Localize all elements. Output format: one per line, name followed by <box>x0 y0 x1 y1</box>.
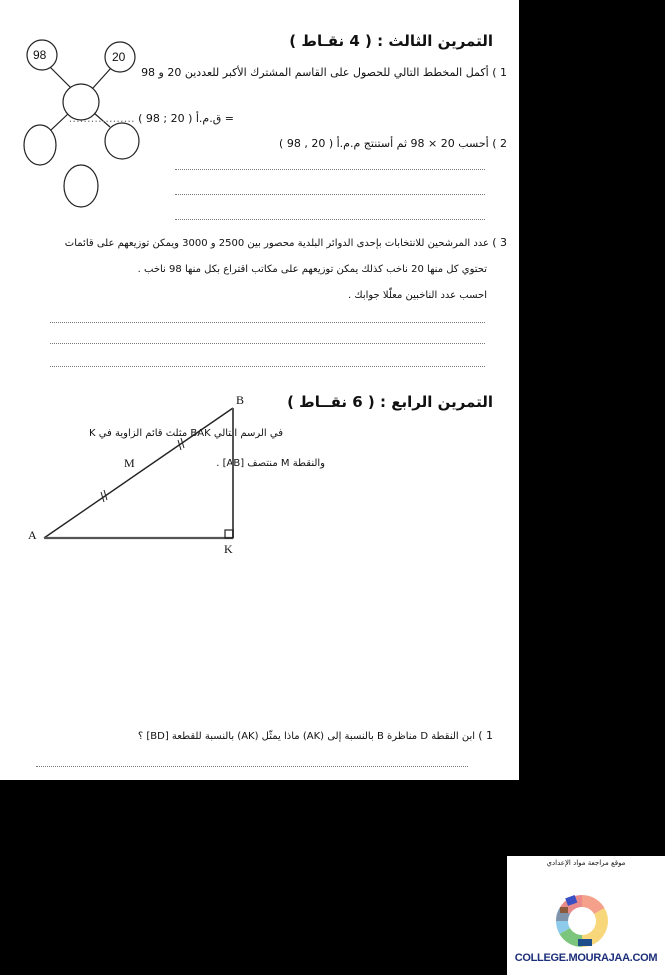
point-label-b: B <box>236 393 245 407</box>
circle-value-20: 20 <box>112 50 126 64</box>
answer-line[interactable] <box>36 766 468 767</box>
logo-ring-icon <box>507 856 665 956</box>
exercise4-intro-line2: والنقطة M منتصف [AB] . <box>216 458 325 469</box>
q1-text: أكمل المخطط التالي للحصول على القاسم المشترك الأكبر للعددين 20 و 98 <box>141 66 489 79</box>
gcd-answer-dots: ……………… <box>68 112 135 125</box>
q3-number: 3 ) <box>492 236 507 249</box>
q2-number: 2 ) <box>492 137 507 150</box>
circle-value-98: 98 <box>33 48 47 62</box>
q1-number: 1 ) <box>492 66 507 79</box>
exercise4-intro-line1: في الرسم التالي BAK مثلث قائم الزاوية في K <box>88 428 283 439</box>
ex4-q1-text: ابن النقطة D مناظرة B بالنسبة إلى (AK) ماذا يمثّل (AK) بالنسبة للقطعة [BD] ؟ <box>137 731 476 742</box>
logo-site-name: COLLEGE.MOURAJAA.COM <box>514 952 658 964</box>
point-label-k: K <box>224 542 233 556</box>
q2-text: أحسب 20 × 98 ثم أستنتج م.م.أ ( 20 , 98 ) <box>279 137 489 150</box>
exercise4-title: التمرين الرابع : ( 6 نقــاط ) <box>287 393 493 411</box>
q3-line2: تحتوي كل منها 20 ناخب كذلك يمكن توزيعهم على مكاتب اقتراع بكل منها 98 ناخب . <box>137 264 487 275</box>
point-label-m: M <box>124 456 135 470</box>
point-label-a: A <box>28 528 37 542</box>
exercise4-q1 <box>138 729 493 742</box>
gcd-answer-label: = ق.م.أ ( 20 ; 98 ) <box>138 112 234 125</box>
q3-line3: احسب عدد الناخبين معلّلا جوابك . <box>348 290 487 301</box>
right-triangle-figure <box>0 0 260 570</box>
logo-arc-text: موقع مراجعة مواد الإعدادي <box>546 859 626 867</box>
exercise3-q2 <box>279 137 507 150</box>
ex4-q1-number: 1 ) <box>478 729 493 742</box>
exercise3-title: التمرين الثالث : ( 4 نقـاط ) <box>289 32 493 50</box>
q3-line1: عدد المرشحين للانتخابات بإحدى الدوائر البلدية محصور بين 2500 و 3000 ويمكن توزيعهم على قائمات <box>64 238 490 249</box>
watermark-logo <box>507 856 665 975</box>
